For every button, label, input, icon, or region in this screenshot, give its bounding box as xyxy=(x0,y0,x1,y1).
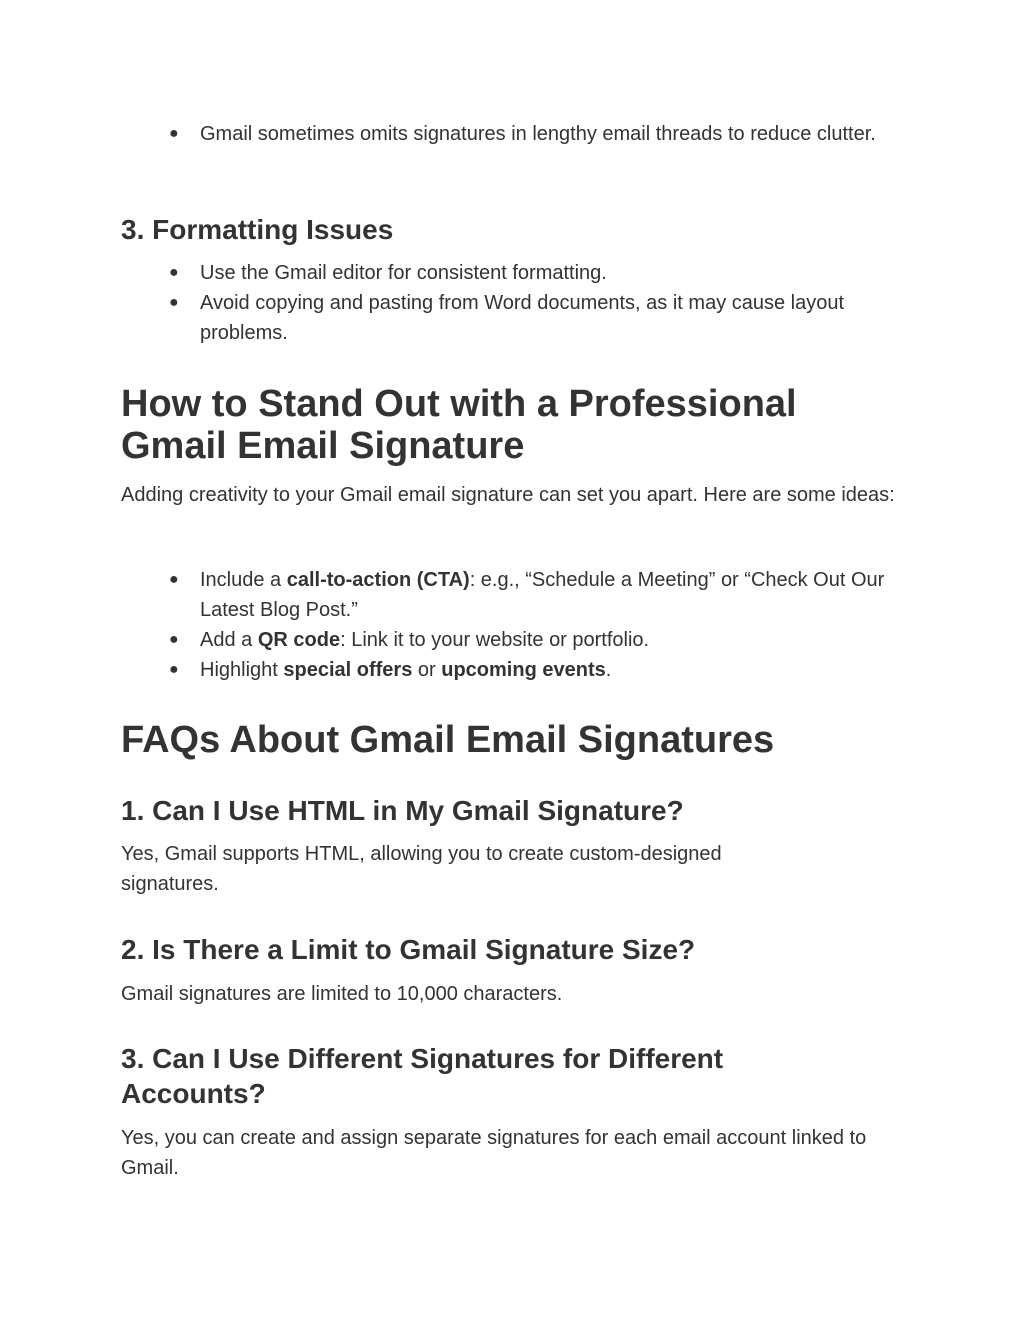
stand-out-heading: How to Stand Out with a Professional Gmail Email Signature xyxy=(121,383,797,467)
bullet-icon: ● xyxy=(169,661,179,678)
stand-out-intro: Adding creativity to your Gmail email signature can set you apart. Here are some ideas: xyxy=(121,484,895,506)
list-item: ● Add a QR code: Link it to your website or portfolio. xyxy=(121,625,901,655)
formatting-heading: 3. Formatting Issues xyxy=(121,214,394,245)
formatting-list xyxy=(121,258,901,348)
faq-question-3: 3. Can I Use Different Signatures for Different Accounts? xyxy=(121,1043,724,1109)
list-item: ● Use the Gmail editor for consistent formatting. xyxy=(121,258,901,288)
list-item: ● Include a call-to-action (CTA): e.g., “Schedule a Meeting” or “Check Out Our Latest Blog Post.” xyxy=(121,565,901,625)
faq-answer-1: Yes, Gmail supports HTML, allowing you to create custom-designed signatures. xyxy=(121,843,722,895)
list-item: ● Gmail sometimes omits signatures in lengthy email threads to reduce clutter. xyxy=(121,119,901,149)
bullet-icon: ● xyxy=(169,294,179,311)
bullet-icon: ● xyxy=(169,125,179,142)
faq-question-1: 1. Can I Use HTML in My Gmail Signature? xyxy=(121,795,684,826)
list-item: ● Avoid copying and pasting from Word documents, as it may cause layout problems. xyxy=(121,288,901,348)
faq-question-2: 2. Is There a Limit to Gmail Signature Size? xyxy=(121,934,696,965)
bullet-icon: ● xyxy=(169,571,179,588)
bullet-icon: ● xyxy=(169,264,179,281)
prev-section-list xyxy=(121,119,901,149)
faqs-heading: FAQs About Gmail Email Signatures xyxy=(121,719,775,761)
faq-answer-2: Gmail signatures are limited to 10,000 characters. xyxy=(121,983,563,1005)
faq-answer-3: Yes, you can create and assign separate signatures for each email account linked to Gmail. xyxy=(121,1127,867,1179)
bullet-icon: ● xyxy=(169,631,179,648)
stand-out-list xyxy=(121,565,901,685)
list-item: ● Highlight special offers or upcoming events. xyxy=(121,655,901,685)
